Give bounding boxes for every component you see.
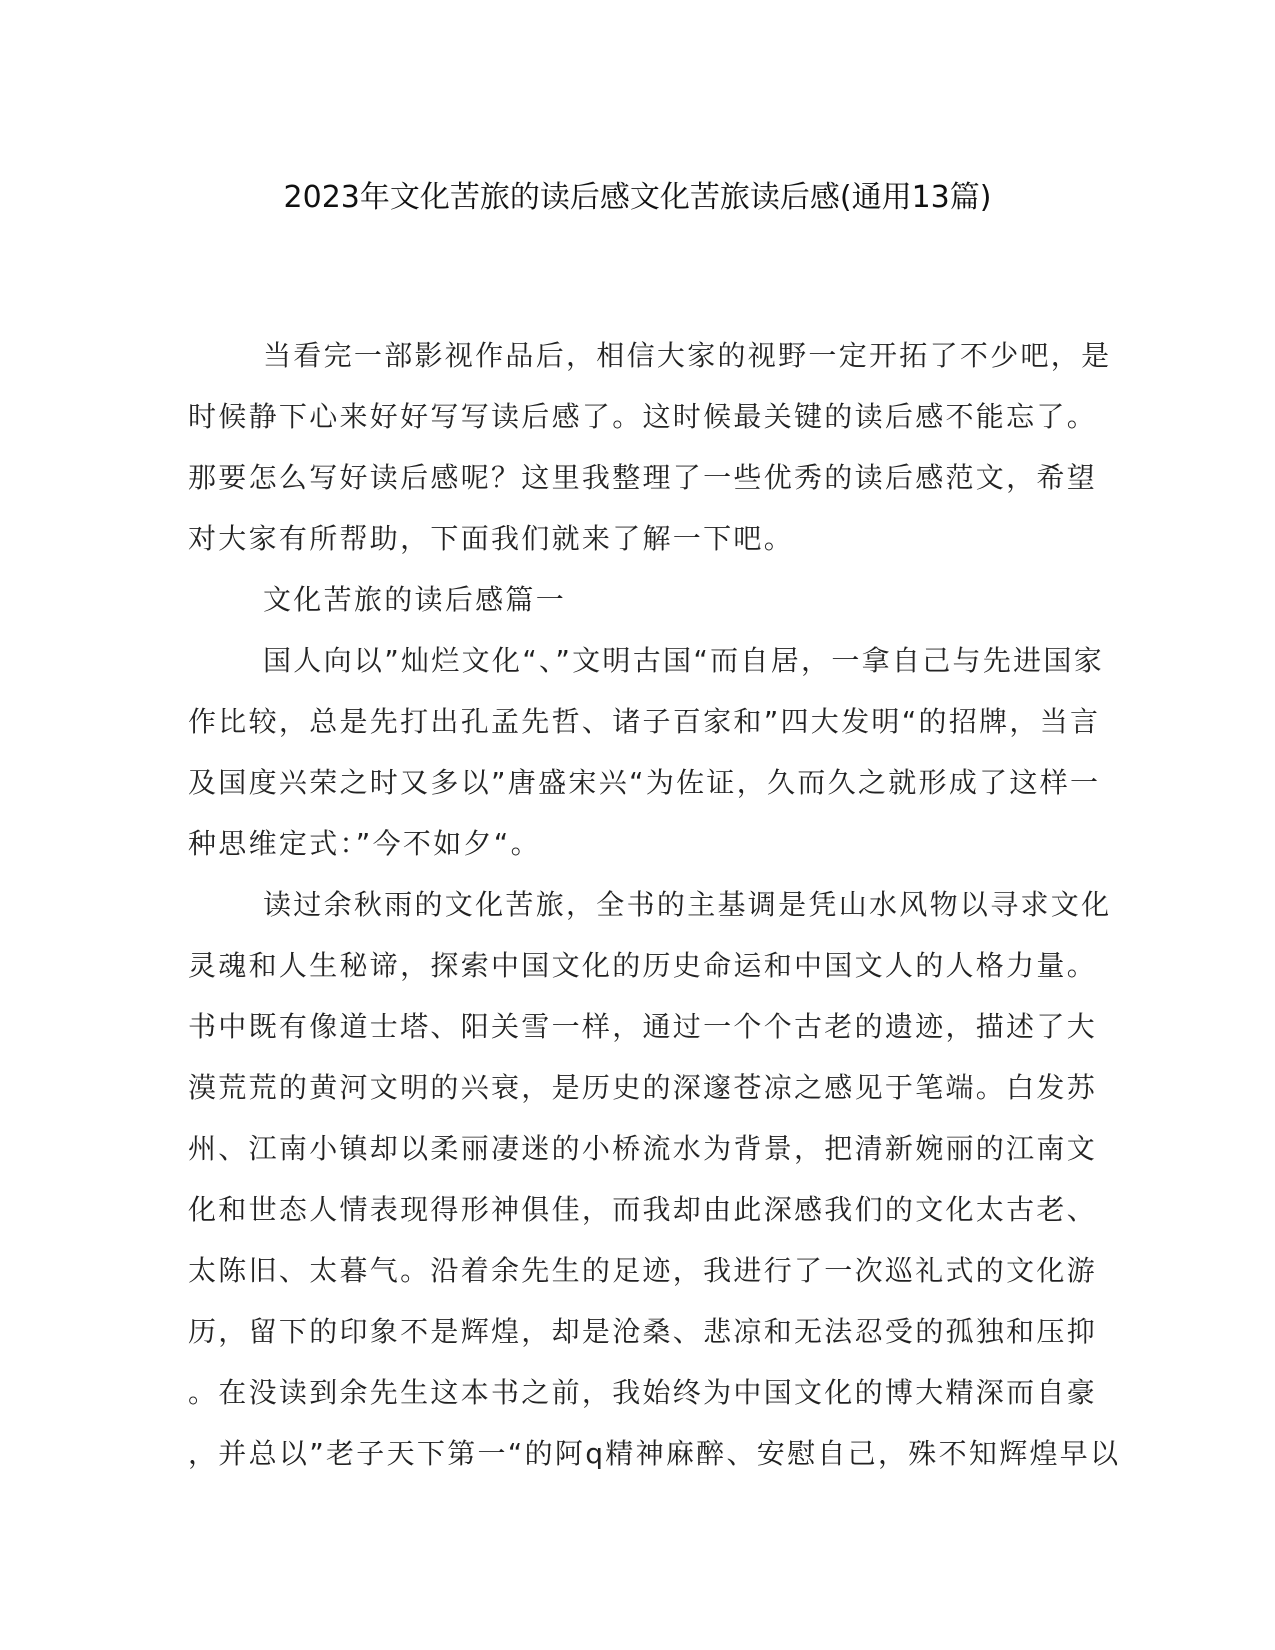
paragraph-intro [188, 325, 1112, 569]
text-line: 书中既有像道士塔、阳关雪一样，通过一个个古老的遗迹，描述了大 [188, 1010, 1098, 1043]
text-line: 及国度兴荣之时又多以”唐盛宋兴“为佐证，久而久之就形成了这样一 [188, 766, 1101, 799]
document-title: 2023年文化苦旅的读后感文化苦旅读后感(通用13篇) [283, 180, 992, 215]
text-line: 种思维定式：”今不如夕“。 [188, 827, 541, 860]
text-line: 当看完一部影视作品后，相信大家的视野一定开拓了不少吧，是 [263, 339, 1112, 372]
text-line: 读过余秋雨的文化苦旅，全书的主基调是凭山水风物以寻求文化 [263, 888, 1112, 921]
text-line: 灵魂和人生秘谛，探索中国文化的历史命运和中国文人的人格力量。 [188, 949, 1098, 982]
text-line: 州、江南小镇却以柔丽凄迷的小桥流水为背景，把清新婉丽的江南文 [188, 1132, 1098, 1165]
text-line: 太陈旧、太暮气。沿着余先生的足迹，我进行了一次巡礼式的文化游 [188, 1254, 1098, 1287]
text-line: 历，留下的印象不是辉煌，却是沧桑、悲凉和无法忍受的孤独和压抑 [188, 1315, 1098, 1348]
paragraph-2 [188, 874, 1121, 1484]
document-body [188, 325, 1121, 1484]
text-line: ，并总以”老子天下第一“的阿q精神麻醉、安慰自己，殊不知辉煌早以 [188, 1437, 1121, 1470]
text-line: 对大家有所帮助，下面我们就来了解一下吧。 [188, 522, 795, 555]
text-line: 。在没读到余先生这本书之前，我始终为中国文化的博大精深而自豪 [188, 1376, 1098, 1409]
text-line: 化和世态人情表现得形神俱佳，而我却由此深感我们的文化太古老、 [188, 1193, 1098, 1226]
text-line: 时候静下心来好好写写读后感了。这时候最关键的读后感不能忘了。 [188, 400, 1098, 433]
paragraph-1 [188, 630, 1105, 874]
text-line: 那要怎么写好读后感呢？这里我整理了一些优秀的读后感范文，希望 [188, 461, 1098, 494]
text-line: 作比较，总是先打出孔孟先哲、诸子百家和”四大发明“的招牌，当言 [188, 705, 1101, 738]
text-line: 文化苦旅的读后感篇一 [263, 583, 567, 616]
text-line: 国人向以”灿烂文化“、”文明古国“而自居，一拿自己与先进国家 [263, 644, 1105, 677]
text-line: 漠荒荒的黄河文明的兴衰，是历史的深邃苍凉之感见于笔端。白发苏 [188, 1071, 1098, 1104]
section-heading [188, 569, 1068, 630]
